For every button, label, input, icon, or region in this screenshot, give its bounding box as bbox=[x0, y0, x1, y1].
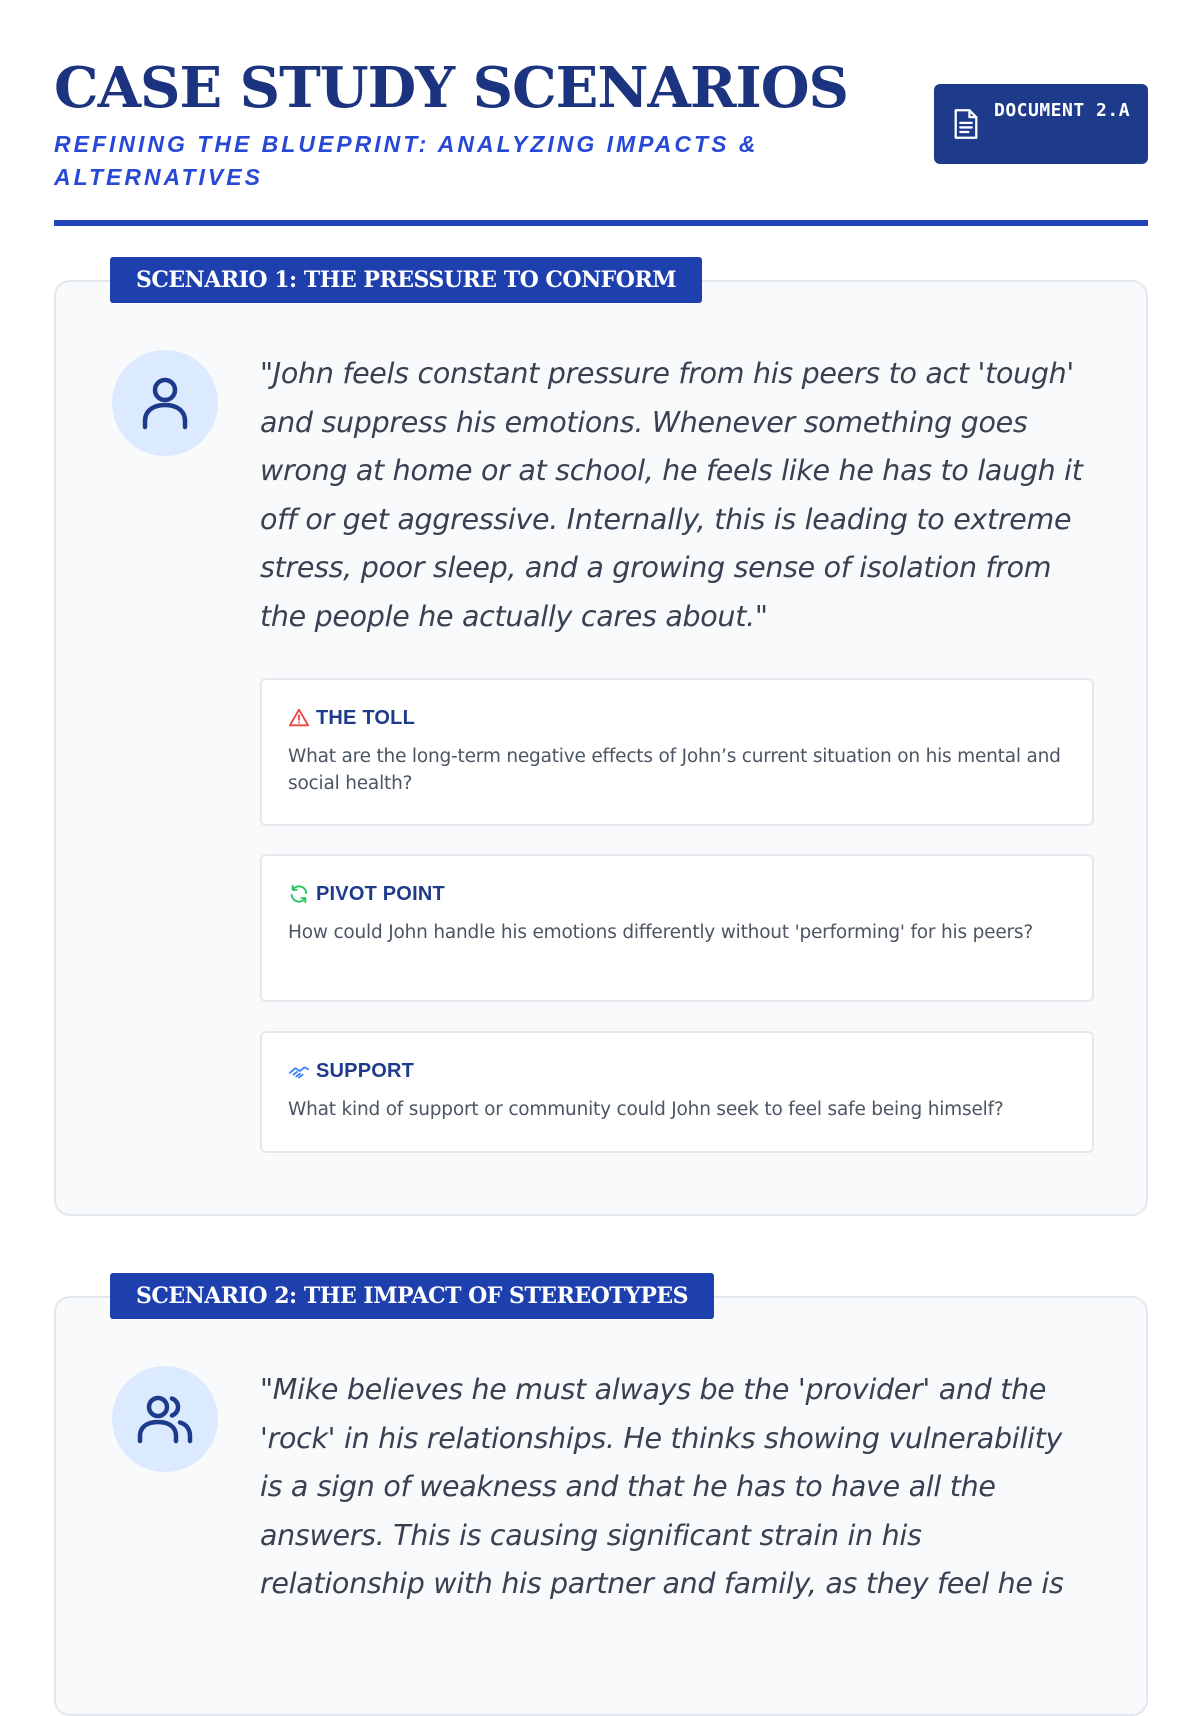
avatar bbox=[112, 350, 218, 456]
header-divider bbox=[54, 220, 1148, 226]
avatar bbox=[112, 1366, 218, 1472]
scenario-tag: SCENARIO 1: THE PRESSURE TO CONFORM bbox=[110, 257, 702, 303]
question-text: How could John handle his emotions differently without 'performing' for his peers? bbox=[288, 922, 1033, 943]
scenario-quote: "John feels constant pressure from his peers to act 'tough' and suppress his emotions. Whenever something goes wrong at home or at school, he feels like he has to laugh it off or get aggressive. Internally, this is leading to extreme stress, poor sleep, and a growing sense of isolation from the people he actually cares about." bbox=[260, 357, 1083, 633]
refresh-icon bbox=[288, 883, 310, 905]
users-icon bbox=[135, 1389, 195, 1449]
question-support bbox=[260, 1031, 1094, 1153]
document-badge bbox=[934, 84, 1148, 164]
page-subtitle: REFINING THE BLUEPRINT: ANALYZING IMPACTS & ALTERNATIVES bbox=[54, 131, 759, 190]
scenario-quote: "Mike believes he must always be the 'provider' and the 'rock' in his relationships. He thinks showing vulnerability is a sign of weakness and that he has to have all the answers. This is causing significant strain in his relationship with his partner and family, as they feel he is bbox=[260, 1373, 1064, 1600]
question-text: What are the long-term negative effects of John’s current situation on his mental and social health? bbox=[288, 746, 1061, 794]
question-label: SUPPORT bbox=[316, 1059, 415, 1082]
question-label: THE TOLL bbox=[316, 706, 416, 729]
question-the-toll bbox=[260, 678, 1094, 826]
warning-icon bbox=[288, 707, 310, 729]
scenario-card bbox=[54, 1296, 1148, 1716]
header bbox=[54, 0, 1148, 226]
question-label: PIVOT POINT bbox=[316, 882, 445, 905]
page-title: CASE STUDY SCENARIOS bbox=[54, 55, 848, 121]
scenario-card bbox=[54, 280, 1148, 1216]
scenario-tag: SCENARIO 2: THE IMPACT OF STEREOTYPES bbox=[110, 1273, 714, 1319]
question-text: What kind of support or community could John seek to feel safe being himself? bbox=[288, 1099, 1004, 1120]
scenario-2 bbox=[54, 1273, 1148, 1600]
page bbox=[54, 0, 1148, 1600]
user-icon bbox=[135, 373, 195, 433]
scenario-1 bbox=[54, 257, 1148, 1219]
document-badge-label: DOCUMENT 2.A bbox=[994, 100, 1131, 121]
document-icon bbox=[952, 108, 980, 140]
question-pivot-point bbox=[260, 854, 1094, 1002]
handshake-icon bbox=[288, 1060, 310, 1082]
